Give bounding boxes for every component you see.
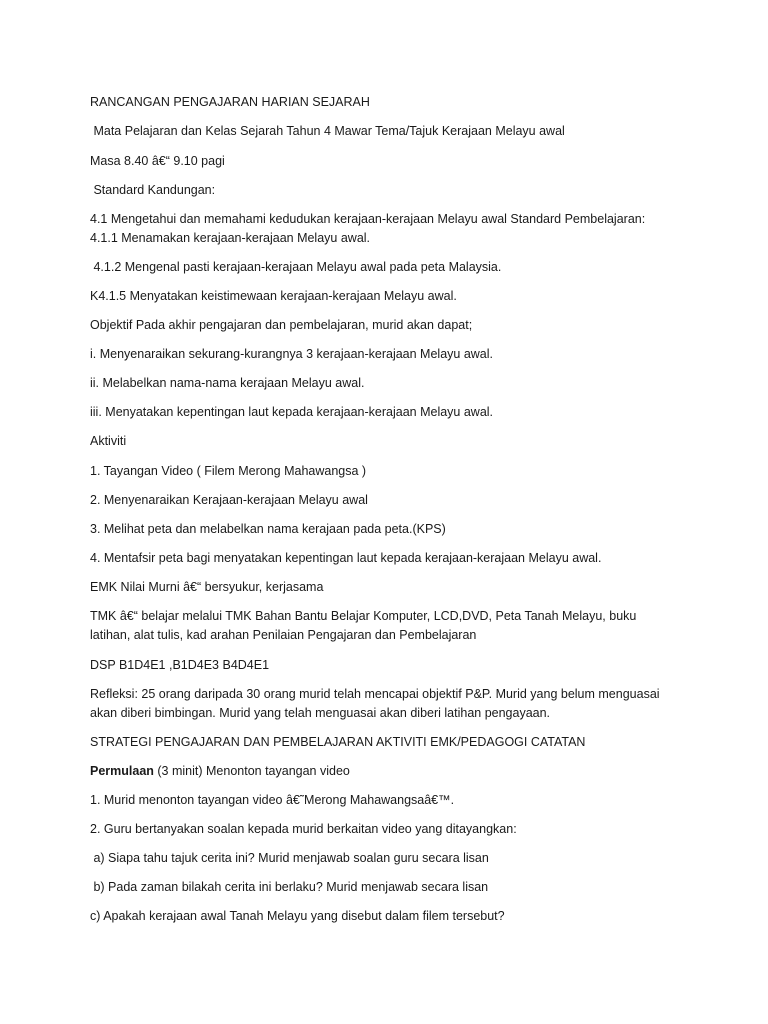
standard-kandungan-heading: Standard Kandungan: <box>90 183 216 197</box>
activity-2: 2. Menyenaraikan Kerajaan-kerajaan Melayu awal <box>90 493 368 507</box>
sp-k415: K4.1.5 Menyatakan keistimewaan kerajaan-kerajaan Melayu awal. <box>90 289 457 303</box>
permulaan-line <box>90 762 350 781</box>
objective-iii: iii. Menyatakan kepentingan laut kepada kerajaan-kerajaan Melayu awal. <box>90 405 494 419</box>
sp-412: 4.1.2 Mengenal pasti kerajaan-kerajaan Melayu awal pada peta Malaysia. <box>90 260 502 274</box>
objective-ii: ii. Melabelkan nama-nama kerajaan Melayu awal. <box>90 376 365 390</box>
question-a: a) Siapa tahu tajuk cerita ini? Murid menjawab soalan guru secara lisan <box>90 851 489 865</box>
refleksi-line-2: akan diberi bimbingan. Murid yang telah menguasai akan diberi latihan pengayaan. <box>90 706 551 720</box>
strategi-heading: STRATEGI PENGAJARAN DAN PEMBELAJARAN AKTIVITI EMK/PEDAGOGI CATATAN <box>90 735 586 749</box>
question-c: c) Apakah kerajaan awal Tanah Melayu yang disebut dalam filem tersebut? <box>90 909 505 923</box>
document-title: RANCANGAN PENGAJARAN HARIAN SEJARAH <box>90 95 370 109</box>
dsp-line: DSP B1D4E1 ,B1D4E3 B4D4E1 <box>90 658 270 672</box>
permulaan-detail: (3 minit) Menonton tayangan video <box>153 764 350 778</box>
sk-41-line-2: 4.1.1 Menamakan kerajaan-kerajaan Melayu awal. <box>90 231 371 245</box>
activity-3: 3. Melihat peta dan melabelkan nama kerajaan pada peta.(KPS) <box>90 522 446 536</box>
emk-line: EMK Nilai Murni â€“ bersyukur, kerjasama <box>90 580 324 594</box>
permulaan-step-2: 2. Guru bertanyakan soalan kepada murid berkaitan video yang ditayangkan: <box>90 822 517 836</box>
tmk-line-2: latihan, alat tulis, kad arahan Penilaian Pengajaran dan Pembelajaran <box>90 628 477 642</box>
tmk-line-1: TMK â€“ belajar melalui TMK Bahan Bantu Belajar Komputer, LCD,DVD, Peta Tanah Melayu, buku <box>90 609 637 623</box>
document-page <box>90 0 730 1024</box>
permulaan-step-1: 1. Murid menonton tayangan video â€˜Merong Mahawangsaâ€™. <box>90 793 455 807</box>
subject-line: Mata Pelajaran dan Kelas Sejarah Tahun 4 Mawar Tema/Tajuk Kerajaan Melayu awal <box>90 124 565 138</box>
refleksi-line-1: Refleksi: 25 orang daripada 30 orang murid telah mencapai objektif P&P. Murid yang belum menguasai <box>90 687 660 701</box>
permulaan-label: Permulaan <box>90 764 154 778</box>
sk-41-line-1: 4.1 Mengetahui dan memahami kedudukan kerajaan-kerajaan Melayu awal Standard Pembelajaran: <box>90 212 646 226</box>
aktiviti-heading: Aktiviti <box>90 434 127 448</box>
time-line: Masa 8.40 â€“ 9.10 pagi <box>90 154 225 168</box>
objective-i: i. Menyenaraikan sekurang-kurangnya 3 kerajaan-kerajaan Melayu awal. <box>90 347 494 361</box>
question-b: b) Pada zaman bilakah cerita ini berlaku? Murid menjawab secara lisan <box>90 880 489 894</box>
objektif-heading: Objektif Pada akhir pengajaran dan pembelajaran, murid akan dapat; <box>90 318 473 332</box>
activity-1: 1. Tayangan Video ( Filem Merong Mahawangsa ) <box>90 464 367 478</box>
activity-4: 4. Mentafsir peta bagi menyatakan kepentingan laut kepada kerajaan-kerajaan Melayu awal. <box>90 551 602 565</box>
